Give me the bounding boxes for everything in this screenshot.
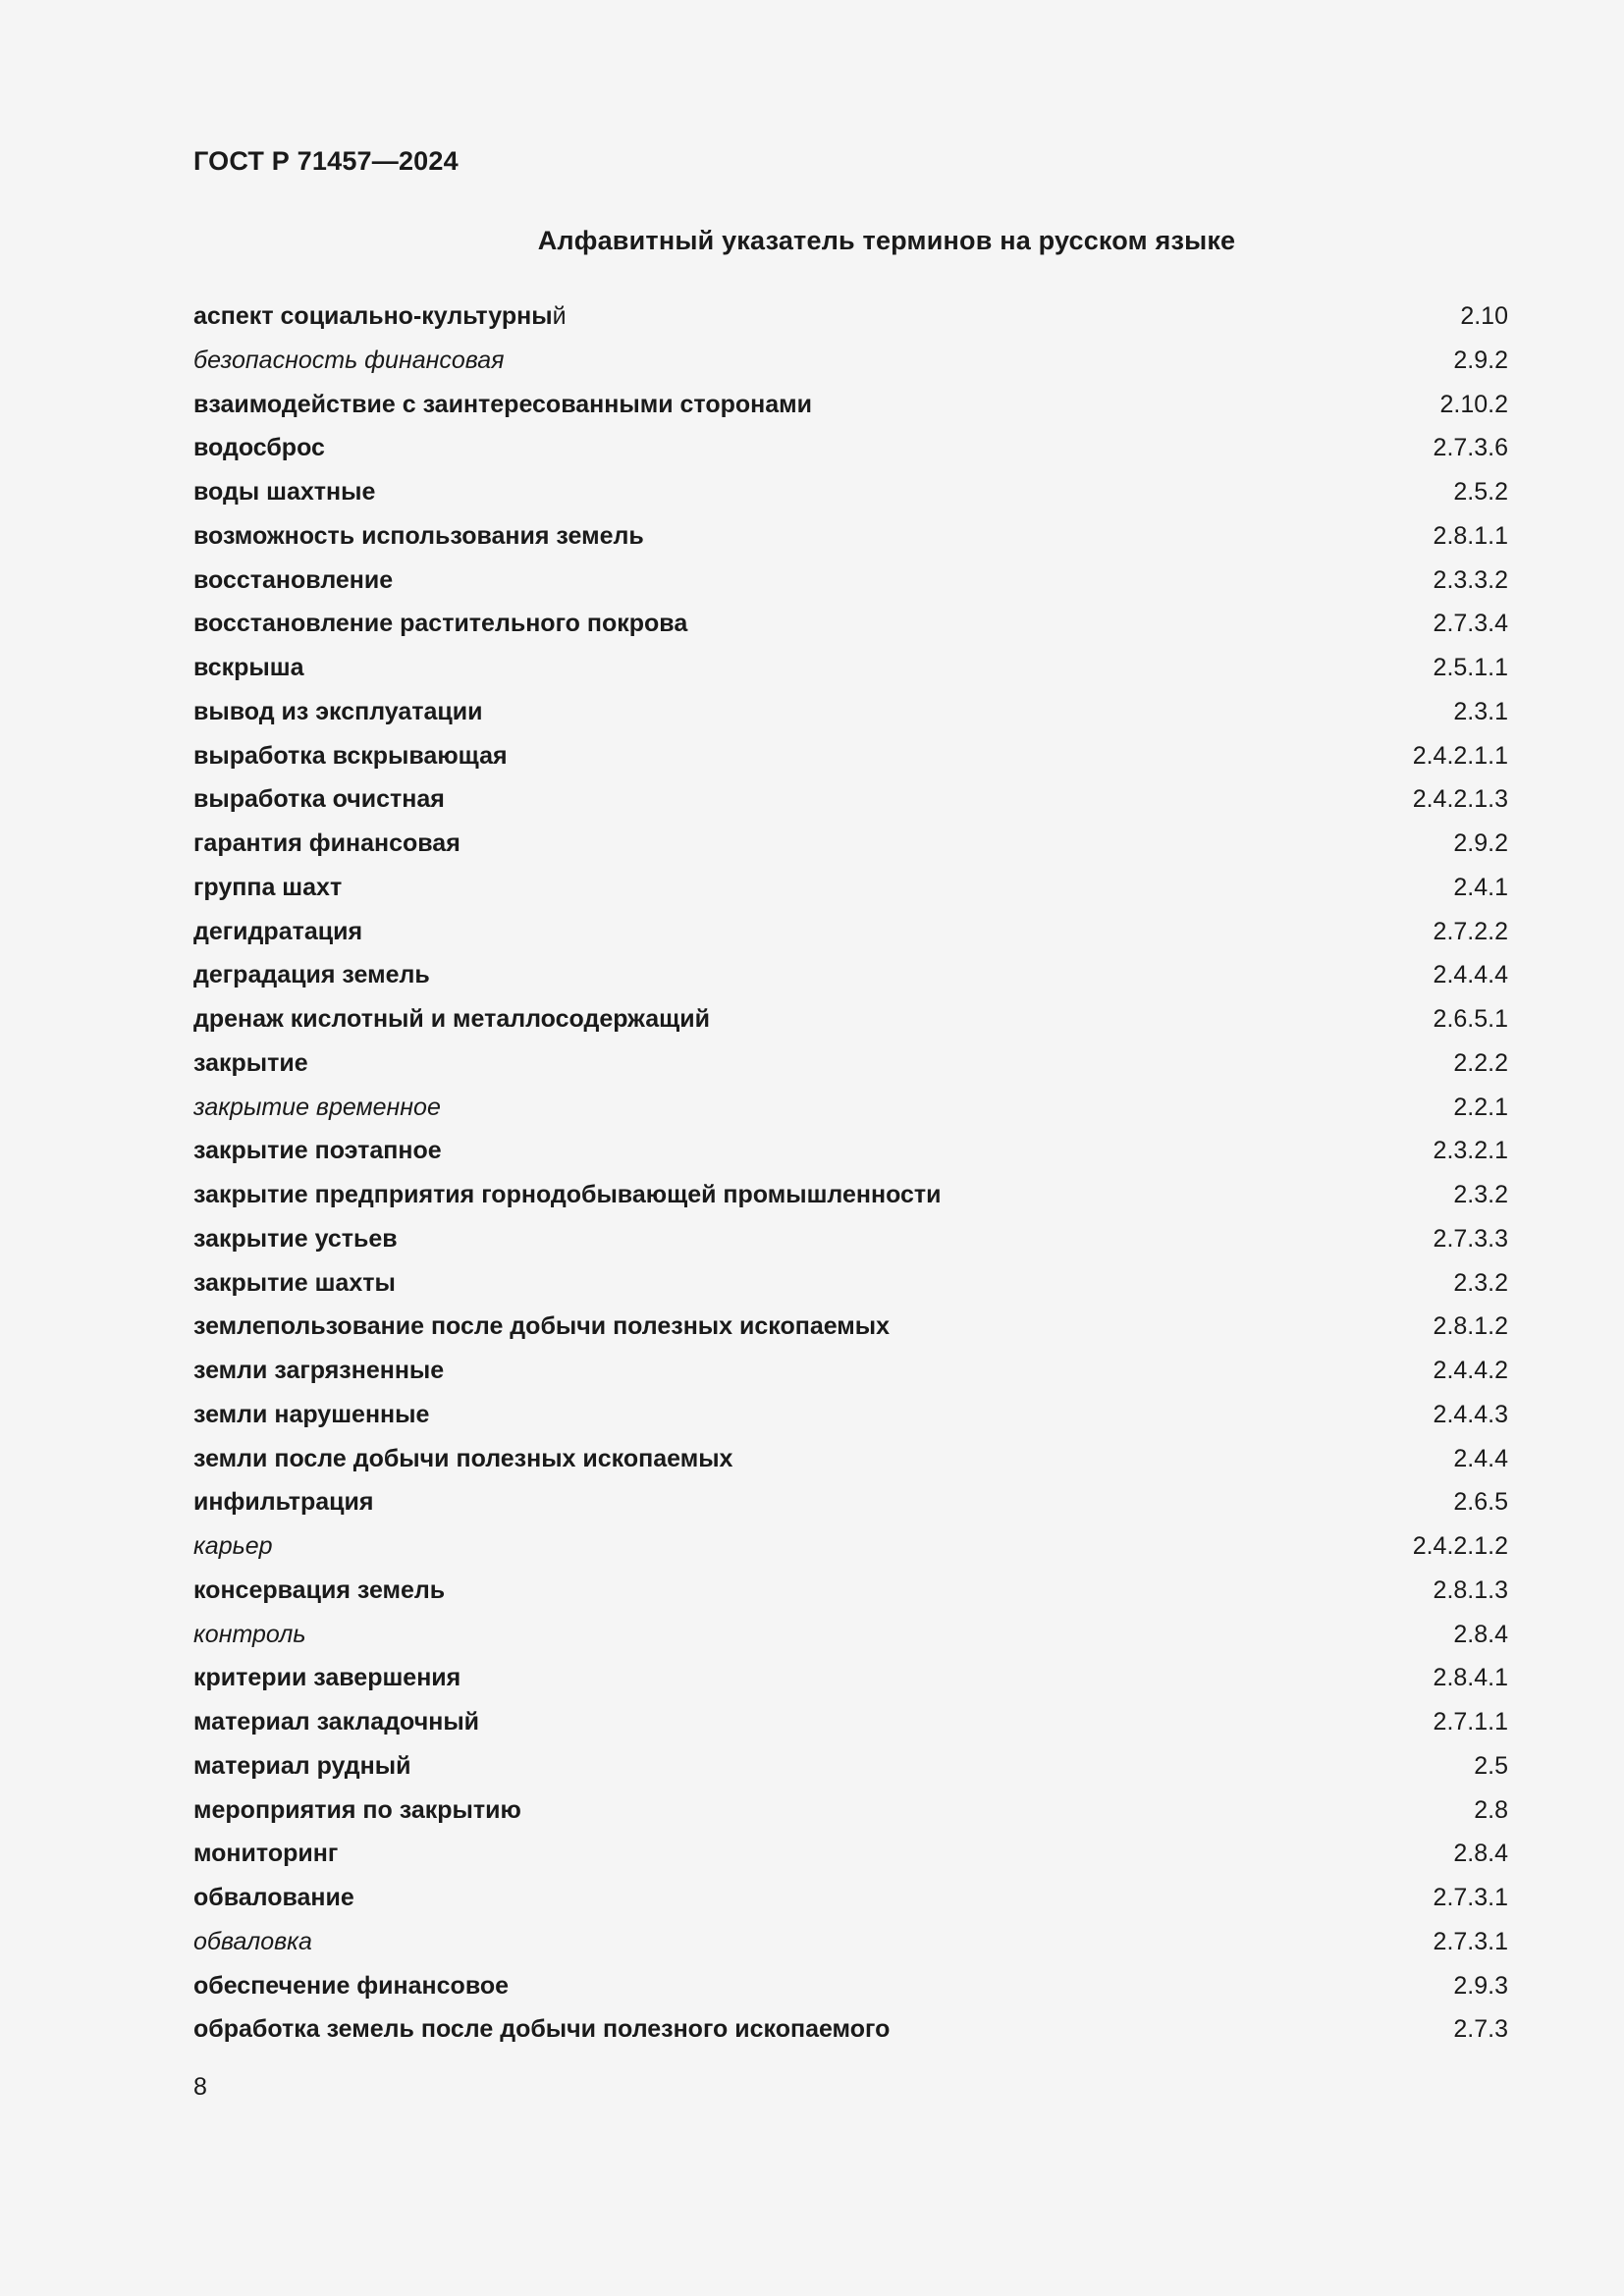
index-entry — [193, 1217, 1508, 1261]
index-entry — [193, 953, 1508, 997]
index-entry — [193, 514, 1508, 559]
index-term — [193, 2007, 890, 2052]
index-term — [193, 1129, 442, 1173]
index-term-text: обработка земель после добычи полезного ископаемого — [193, 2015, 891, 2044]
index-term-text: контроль — [193, 1620, 306, 1648]
index-term — [193, 1437, 732, 1481]
index-entry — [193, 1261, 1508, 1306]
index-entry — [193, 1569, 1508, 1613]
index-entry — [193, 910, 1508, 954]
index-ref: 2.6.5.1 — [1433, 1005, 1508, 1033]
index-ref: 2.2.2 — [1453, 1048, 1508, 1077]
index-term-text: закрытие — [193, 1048, 308, 1077]
index-entry — [193, 1349, 1508, 1393]
index-term — [193, 470, 375, 514]
index-term-text: закрытие поэтапное — [193, 1137, 442, 1165]
index-term-text: дренаж кислотный и металлосодержащий — [193, 1005, 710, 1033]
index-entry — [193, 1920, 1508, 1964]
index-entry — [193, 1129, 1508, 1173]
index-entry — [193, 383, 1508, 427]
index-ref: 2.4.1 — [1453, 873, 1508, 901]
index-entry — [193, 339, 1508, 383]
index-term — [193, 1305, 890, 1349]
index-entry — [193, 559, 1508, 603]
index-entry — [193, 866, 1508, 910]
index-ref: 2.7.3 — [1453, 2015, 1508, 2044]
index-ref: 2.7.3.1 — [1433, 1884, 1508, 1911]
index-term-text: выработка очистная — [193, 785, 445, 814]
index-term — [193, 1480, 374, 1524]
index-ref: 2.8.4.1 — [1433, 1664, 1508, 1692]
index-ref: 2.8.1.2 — [1433, 1312, 1508, 1341]
index-ref: 2.7.3.3 — [1433, 1224, 1508, 1253]
index-term — [193, 339, 505, 383]
index-ref: 2.7.2.2 — [1433, 917, 1508, 945]
index-term — [193, 690, 483, 734]
index-ref: 2.4.4.3 — [1433, 1400, 1508, 1428]
index-term-text: восстановление — [193, 565, 394, 594]
index-term — [193, 1041, 308, 1086]
index-ref: 2.3.2.1 — [1433, 1137, 1508, 1165]
index-ref: 2.5 — [1474, 1751, 1508, 1780]
index-ref: 2.7.3.6 — [1433, 434, 1508, 462]
index-ref: 2.4.2.1.2 — [1412, 1532, 1508, 1560]
index-term — [193, 383, 812, 427]
index-term-text: выработка вскрывающая — [193, 741, 508, 770]
index-term — [193, 1613, 306, 1657]
index-term — [193, 646, 304, 690]
index-term-text: воды шахтные — [193, 478, 376, 506]
index-ref: 2.3.3.2 — [1433, 565, 1508, 594]
term-index-list — [193, 294, 1508, 2052]
index-term-text: земли загрязненные — [193, 1357, 445, 1384]
index-term — [193, 1964, 509, 2008]
index-ref: 2.9.2 — [1453, 346, 1508, 374]
index-entry — [193, 646, 1508, 690]
index-term — [193, 514, 644, 559]
index-ref: 2.9.2 — [1453, 829, 1508, 857]
index-ref: 2.4.2.1.1 — [1412, 741, 1508, 770]
index-term — [193, 1744, 411, 1789]
index-entry — [193, 294, 1508, 339]
index-term-text: земли нарушенные — [193, 1400, 430, 1428]
index-term — [193, 1261, 396, 1306]
index-ref: 2.7.3.4 — [1433, 610, 1508, 638]
index-term-text: гарантия финансовая — [193, 829, 460, 857]
index-term-text: мероприятия по закрытию — [193, 1795, 521, 1824]
index-ref: 2.7.3.1 — [1433, 1927, 1508, 1955]
index-ref: 2.3.2 — [1453, 1181, 1508, 1208]
index-term — [193, 294, 567, 339]
index-term-text: карьер — [193, 1532, 273, 1560]
index-term — [193, 1349, 444, 1393]
index-term-text: закрытие временное — [193, 1093, 441, 1121]
index-term — [193, 1832, 338, 1876]
index-term — [193, 1656, 460, 1700]
index-entry — [193, 1524, 1508, 1569]
index-term-text: группа шахт — [193, 873, 343, 901]
index-title: Алфавитный указатель терминов на русском языке — [537, 226, 1236, 255]
index-term-text: возможность использования земель — [193, 521, 644, 550]
index-entry — [193, 997, 1508, 1041]
index-term-text: закрытие предприятия горнодобывающей промышленности — [193, 1181, 942, 1208]
index-term — [193, 997, 710, 1041]
index-ref: 2.5.1.1 — [1433, 654, 1508, 681]
index-term — [193, 734, 508, 778]
index-term — [193, 1173, 942, 1217]
index-entry — [193, 1744, 1508, 1789]
document-header: ГОСТ Р 71457—2024 — [193, 146, 459, 176]
index-term — [193, 953, 430, 997]
index-entry — [193, 1393, 1508, 1437]
index-term-text: земли после добычи полезных ископаемых — [193, 1444, 733, 1472]
index-term-text: дегидратация — [193, 917, 363, 945]
index-term-text: безопасность финансовая — [193, 346, 505, 374]
index-ref: 2.8.4 — [1453, 1840, 1508, 1868]
index-term-text: водосброс — [193, 434, 325, 462]
index-ref: 2.9.3 — [1453, 1971, 1508, 2000]
index-term — [193, 1876, 354, 1920]
index-term — [193, 1086, 441, 1130]
index-entry — [193, 2007, 1508, 2052]
index-entry — [193, 602, 1508, 646]
index-term-text: консервация земель — [193, 1575, 446, 1604]
index-term — [193, 426, 325, 470]
index-ref: 2.4.4.4 — [1433, 961, 1508, 989]
index-term — [193, 1569, 445, 1613]
index-entry — [193, 1480, 1508, 1524]
index-term-text: мониторинг — [193, 1840, 339, 1868]
index-entry — [193, 1613, 1508, 1657]
index-term — [193, 866, 342, 910]
index-entry — [193, 1964, 1508, 2008]
index-term — [193, 822, 460, 866]
index-ref: 2.4.2.1.3 — [1412, 785, 1508, 814]
index-term-text: взаимодействие с заинтересованными сторонами — [193, 390, 813, 418]
index-entry — [193, 777, 1508, 822]
index-entry — [193, 1700, 1508, 1744]
index-term — [193, 1920, 312, 1964]
index-term-text: аспект социально-культурны — [193, 302, 553, 330]
index-entry — [193, 822, 1508, 866]
page-number: 8 — [193, 2073, 207, 2101]
index-ref: 2.8.1.3 — [1433, 1575, 1508, 1604]
index-entry — [193, 1305, 1508, 1349]
index-ref: 2.2.1 — [1453, 1093, 1508, 1121]
index-term-text: закрытие шахты — [193, 1268, 396, 1297]
index-ref: 2.10.2 — [1439, 390, 1508, 418]
index-term — [193, 1524, 273, 1569]
index-term-text: деградация земель — [193, 961, 430, 989]
index-term-text: закрытие устьев — [193, 1224, 398, 1253]
index-term-text: обвалование — [193, 1884, 354, 1911]
index-ref: 2.8.1.1 — [1433, 521, 1508, 550]
index-entry — [193, 470, 1508, 514]
index-term — [193, 910, 362, 954]
index-term-text: вывод из эксплуатации — [193, 697, 483, 725]
index-ref: 2.3.2 — [1453, 1268, 1508, 1297]
index-term-text: критерии завершения — [193, 1664, 461, 1692]
index-entry — [193, 734, 1508, 778]
index-term-text: материал закладочный — [193, 1708, 480, 1735]
index-term-text: землепользование после добычи полезных ископаемых — [193, 1312, 891, 1341]
index-term-text: инфильтрация — [193, 1488, 374, 1517]
index-term-text: вскрыша — [193, 654, 304, 681]
index-term — [193, 777, 445, 822]
index-ref: 2.10 — [1460, 302, 1508, 330]
index-term-text: материал рудный — [193, 1751, 411, 1780]
index-ref: 2.6.5 — [1453, 1488, 1508, 1517]
index-entry — [193, 1876, 1508, 1920]
index-entry — [193, 1086, 1508, 1130]
index-entry — [193, 1789, 1508, 1833]
index-term — [193, 1217, 398, 1261]
index-entry — [193, 1173, 1508, 1217]
index-entry — [193, 1656, 1508, 1700]
index-term — [193, 1393, 429, 1437]
index-entry — [193, 1832, 1508, 1876]
index-term — [193, 559, 393, 603]
index-term-tail: й — [552, 302, 567, 330]
index-entry — [193, 426, 1508, 470]
index-entry — [193, 1041, 1508, 1086]
index-ref: 2.7.1.1 — [1433, 1708, 1508, 1735]
index-ref: 2.4.4 — [1453, 1444, 1508, 1472]
index-ref: 2.8.4 — [1453, 1620, 1508, 1648]
index-ref: 2.8 — [1474, 1795, 1508, 1824]
index-entry — [193, 690, 1508, 734]
index-ref: 2.4.4.2 — [1433, 1357, 1508, 1384]
index-term — [193, 602, 687, 646]
index-term-text: восстановление растительного покрова — [193, 610, 688, 638]
index-term — [193, 1789, 521, 1833]
index-ref: 2.3.1 — [1453, 697, 1508, 725]
index-term-text: обваловка — [193, 1927, 312, 1955]
index-term — [193, 1700, 479, 1744]
index-ref: 2.5.2 — [1453, 478, 1508, 506]
index-term-text: обеспечение финансовое — [193, 1971, 510, 2000]
index-entry — [193, 1437, 1508, 1481]
